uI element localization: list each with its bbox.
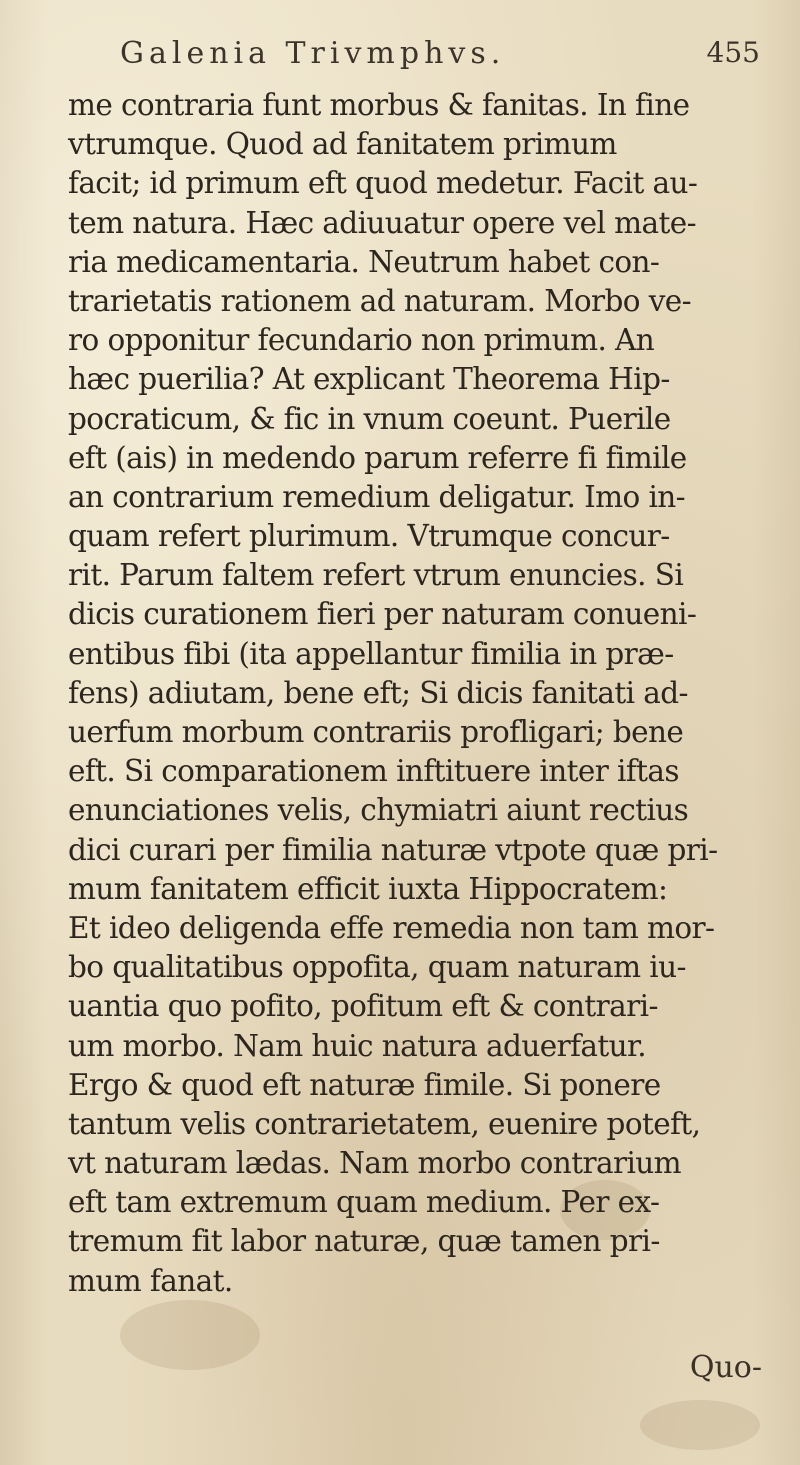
text-line: uerfum morbum contrariis profligari; bene [68, 715, 684, 749]
text-line: eft tam extremum quam medium. Per ex- [68, 1185, 660, 1220]
text-line: tremum fit labor naturæ, quæ tamen pri- [68, 1224, 660, 1259]
page-header [70, 30, 770, 80]
text-line: tem natura. Hæc adiuuatur opere vel mate- [68, 205, 696, 240]
text-line: eft. Si comparationem inftituere inter iftas [68, 754, 679, 789]
catchword: Quo- [689, 1350, 762, 1385]
text-line: eft (ais) in medendo parum referre fi fimile [68, 440, 687, 475]
text-line: fens) adiutam, bene eft; Si dicis fanitati ad- [68, 675, 688, 710]
text-line: facit; id primum eft quod medetur. Facit au- [68, 166, 698, 201]
text-line: Et ideo deligenda effe remedia non tam mor- [68, 910, 715, 945]
text-line: entibus fibi (ita appellantur fimilia in præ- [68, 636, 674, 671]
text-line: uantia quo pofito, pofitum eft & contrari- [68, 989, 658, 1024]
paper-stain [120, 1300, 260, 1370]
text-line: tantum velis contrarietatem, euenire poteft, [68, 1106, 701, 1141]
text-line: ro opponitur fecundario non primum. An [68, 323, 655, 358]
text-line: enunciationes velis, chymiatri aiunt rectius [68, 793, 689, 828]
body-text [68, 86, 783, 1301]
text-line: rit. Parum faltem refert vtrum enuncies. Si [68, 558, 684, 593]
text-line: vt naturam lædas. Nam morbo contrarium [68, 1146, 682, 1181]
text-line: Ergo & quod eft naturæ fimile. Si ponere [68, 1067, 661, 1102]
text-line: bo qualitatibus oppofita, quam naturam iu- [68, 950, 686, 985]
text-line: me contraria funt morbus & fanitas. In fine [68, 88, 690, 122]
page-number: 455 [706, 36, 760, 69]
text-line: quam refert plurimum. Vtrumque concur- [68, 519, 670, 554]
text-line: vtrumque. Quod ad fanitatem primum [68, 127, 617, 162]
text-line: dicis curationem fieri per naturam conueni- [68, 597, 697, 632]
text-line: mum fanat. [68, 1263, 233, 1298]
text-line: hæc puerilia? At explicant Theorema Hip- [68, 362, 670, 397]
paper-stain [640, 1400, 760, 1450]
running-title: Galenia Trivmphvs. [120, 36, 506, 71]
text-line: trarietatis rationem ad naturam. Morbo ve- [68, 283, 692, 318]
text-line: pocraticum, & fic in vnum coeunt. Puerile [68, 401, 671, 436]
text-line: ria medicamentaria. Neutrum habet con- [68, 244, 660, 279]
text-line: mum fanitatem efficit iuxta Hippocratem: [68, 871, 668, 906]
text-line: um morbo. Nam huic natura aduerfatur. [68, 1028, 647, 1063]
text-line: an contrarium remedium deligatur. Imo in- [68, 479, 686, 514]
text-line: dici curari per fimilia naturæ vtpote quæ pri- [68, 832, 718, 867]
